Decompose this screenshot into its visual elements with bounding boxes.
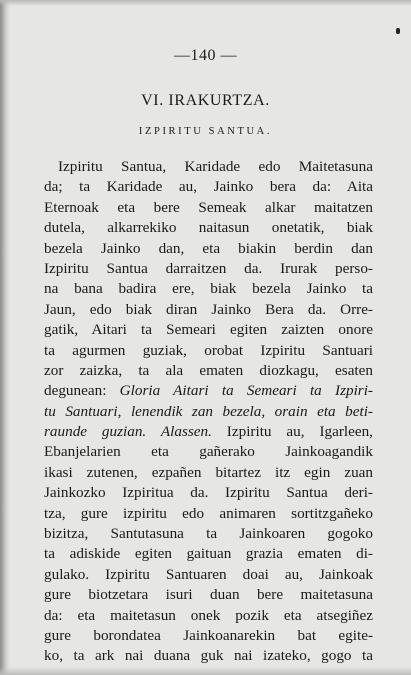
italic-text: Gloria Aitari ta Semeari ta Izpiri-	[119, 382, 373, 400]
text-line	[44, 565, 373, 585]
text-line	[44, 463, 373, 483]
text-line	[44, 626, 373, 646]
text-line	[44, 300, 373, 320]
text-line	[44, 544, 373, 564]
text-run: gulako. Izpiritu Santuaren doai au, Jainkoak	[44, 565, 373, 583]
text-line	[44, 157, 373, 177]
text-run: Izpiritu Santua darraitzen da. Irurak perso-	[44, 259, 373, 277]
text-run: zor zaizka, ta ala ematen diozkagu, esaten	[44, 361, 373, 379]
text-run: gure biotzetara isuri duan bere maitetasuna	[44, 586, 373, 604]
text-run: na bana badira ere, biak bezela Jainko ta	[44, 280, 373, 298]
text-run: Jainkozko Izpiritua da. Izpiritu Santua deri-	[44, 484, 373, 502]
text-run: degunean:	[44, 382, 120, 400]
text-line	[44, 218, 373, 238]
text-run: gatik, Aitari ta Semeari egiten zaizten onore	[44, 321, 373, 339]
text-line	[44, 402, 373, 422]
text-line	[44, 606, 373, 626]
text-line	[44, 198, 373, 218]
top-edge-shadow	[0, 0, 411, 6]
text-line	[44, 239, 373, 259]
text-run: Ebanjelarien eta gañerako Jainkoagandik	[44, 443, 373, 461]
text-line	[44, 646, 373, 666]
text-line	[44, 422, 373, 442]
text-run: Jaun, edo biak diran Jainko Bera da. Orre-	[44, 300, 373, 318]
text-line	[44, 524, 373, 544]
text-run: da; ta Karidade au, Jainko bera da: Aita	[44, 178, 373, 196]
text-run: ta adiskide egiten gaituan grazia ematen di-	[44, 545, 373, 563]
text-line	[44, 177, 373, 197]
section-title: IZPIRITU SANTUA.	[138, 126, 273, 137]
text-line	[44, 320, 373, 340]
text-run: Eternoak eta bere Semeak alkar maitatzen	[44, 198, 373, 216]
text-run: tza, gure izpiritu edo animaren sortitzgañeko	[44, 504, 373, 522]
page-number: —140 —	[174, 47, 237, 64]
text-run: da: eta maitetasun onek pozik eta atsegiñez	[44, 606, 373, 624]
text-line	[44, 341, 373, 361]
text-run: gure borondatea Jainkoanarekin bat egite-	[44, 626, 373, 644]
text-run: Izpiritu Santua, Karidade edo Maitetasuna	[58, 158, 373, 175]
ink-mark	[396, 28, 400, 34]
text-run: bizitza, Santutasuna ta Jainkoaren gogoko	[44, 525, 373, 543]
text-line	[44, 504, 373, 524]
text-run: ikasi zutenen, ezpañen bitartez itz egin zuan	[44, 463, 373, 481]
chapter-title: VI. IRAKURTZA.	[141, 92, 270, 109]
text-line	[44, 279, 373, 299]
italic-text: raunde guzian. Alassen.	[44, 423, 212, 441]
text-run: dutela, alkarrekiko naitasun onetatik, biak	[44, 219, 373, 237]
text-line	[44, 361, 373, 381]
text-run: ta agurmen guziak, orobat Izpiritu Santuari	[44, 341, 373, 359]
text-run: Izpiritu au, Igarleen,	[211, 423, 373, 441]
text-run: ko, ta ark nai duana guk nai izateko, gogo ta	[44, 647, 373, 665]
bottom-edge-shadow	[0, 667, 411, 675]
text-line	[44, 483, 373, 503]
text-run: bezela Jainko dan, eta biakin berdin dan	[44, 239, 373, 257]
text-line	[44, 381, 373, 401]
text-line	[44, 259, 373, 279]
text-line	[44, 442, 373, 462]
text-line	[44, 585, 373, 605]
body-paragraph	[44, 157, 373, 667]
italic-text: tu Santuari, lenendik zan bezela, orain eta beti-	[44, 402, 373, 420]
